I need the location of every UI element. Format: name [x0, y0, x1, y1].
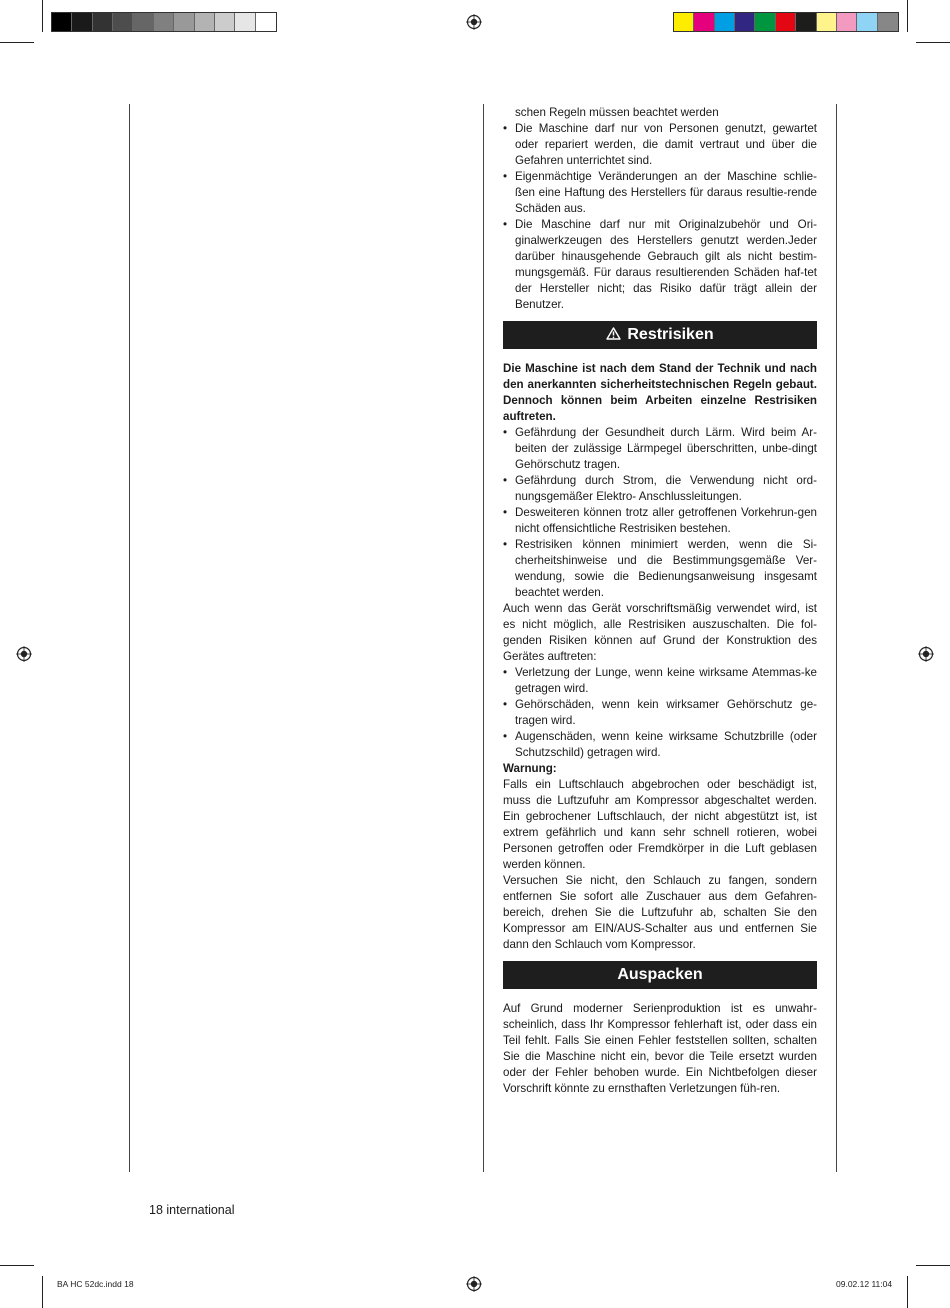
color-swatch [857, 13, 877, 31]
crop-mark [0, 42, 34, 43]
color-swatch [93, 13, 113, 31]
registration-mark-icon [466, 1276, 482, 1292]
warning-triangle-icon [606, 327, 621, 340]
list-item: • Die Maschine darf nur von Personen genutzt, gewartet oder repariert werden, die damit vertraut und über die Gefahren unterrichtet sind. [503, 122, 817, 167]
bullet-list-usage [503, 121, 817, 313]
registration-mark-icon [466, 14, 482, 30]
crop-mark [0, 1265, 34, 1266]
section-heading-auspacken: Auspacken [503, 961, 817, 989]
construction-paragraph: Auch wenn das Gerät vorschriftsmäßig verwendet wird, ist es nicht möglich, alle Restrisiken auszuschalten. Die fol-genden Risiken können auf Grund der Konstruktion des Gerätes auftreten: [503, 602, 817, 663]
section-heading-restrisiken: Restrisiken [503, 321, 817, 349]
gray-scale-bar [51, 12, 277, 32]
registration-mark-icon [16, 646, 32, 662]
slug-filename: BA HC 52dc.indd 18 [57, 1279, 134, 1289]
crop-mark [42, 0, 43, 32]
color-swatch [72, 13, 92, 31]
color-swatch [878, 13, 898, 31]
color-swatch [817, 13, 837, 31]
color-swatch [195, 13, 215, 31]
slug-timestamp: 09.02.12 11:04 [836, 1279, 893, 1289]
crop-mark [42, 1276, 43, 1308]
list-item: • Restrisiken können minimiert werden, wenn die Si-cherheitshinweise und die Bestimmungsgemäße Ver-wendung, sowie die Bedienungsanweisung insgesamt beachtet werden. [503, 538, 817, 599]
text-column [503, 105, 817, 1097]
list-item: • Verletzung der Lunge, wenn keine wirksame Atemmas-ke getragen wird. [503, 666, 817, 695]
warning-label: Warnung: [503, 762, 557, 775]
color-swatch [174, 13, 194, 31]
crop-mark [907, 0, 908, 32]
warning-paragraph: Falls ein Luftschlauch abgebrochen oder beschädigt ist, muss die Luftzufuhr am Kompressor abgeschaltet werden. Ein gebrochener Luftschlauch, der nicht abgestützt ist, ist extrem gefährlich und kann sehr schnell rotieren, wobei Personen getroffen oder Fremdkörper in die Luft geblasen werden können. [503, 778, 817, 871]
color-swatch [796, 13, 816, 31]
page-number: 18 international [149, 1203, 235, 1217]
bullet-list-construction [503, 665, 817, 761]
list-item: • Desweiteren können trotz aller getroffenen Vorkehrun-gen nicht offensichtliche Restrisiken bestehen. [503, 506, 817, 535]
intro-bold-paragraph: Die Maschine ist nach dem Stand der Technik und nach den anerkannten sicherheitstechnischen Regeln gebaut. Dennoch können beim Arbeiten einzelne Restrisiken auftreten. [503, 362, 817, 423]
crop-mark [916, 1265, 950, 1266]
column-rule [129, 104, 130, 1172]
color-swatch [755, 13, 775, 31]
color-swatch [235, 13, 255, 31]
color-swatch [52, 13, 72, 31]
list-item: • Augenschäden, wenn keine wirksame Schutzbrille (oder Schutzschild) getragen wird. [503, 730, 817, 759]
color-swatch [256, 13, 276, 31]
auspacken-paragraph: Auf Grund moderner Serienproduktion ist es unwahr-scheinlich, dass Ihr Kompressor fehlerhaft ist, oder dass ein Teil fehlt. Falls Sie einen Fehler feststellen sollten, schalten Sie die Maschine nicht ein, bevor die Teile ersetzt wurden oder der Fehler behoben wurde. Ein Nichtbefolgen dieser Vorschrift könnte zu ernsthaften Verletzungen füh-ren. [503, 1002, 817, 1095]
color-swatch [154, 13, 174, 31]
list-item: • Gefährdung der Gesundheit durch Lärm. Wird beim Ar-beiten der zulässige Lärmpegel überschritten, unbe-dingt Gehörschutz tragen. [503, 426, 817, 471]
color-swatch [776, 13, 796, 31]
crop-mark [907, 1276, 908, 1308]
color-swatch [113, 13, 133, 31]
color-calibration-bar [673, 12, 899, 32]
color-swatch [694, 13, 714, 31]
color-swatch [674, 13, 694, 31]
color-swatch [735, 13, 755, 31]
bullet-list-risks [503, 425, 817, 601]
color-swatch [715, 13, 735, 31]
list-item: • Gefährdung durch Strom, die Verwendung nicht ord-nungsgemäßer Elektro- Anschlussleitungen. [503, 474, 817, 503]
color-swatch [215, 13, 235, 31]
column-rule [483, 104, 484, 1172]
list-item: • Eigenmächtige Veränderungen an der Maschine schlie-ßen eine Haftung des Herstellers für daraus resultie-rende Schäden aus. [503, 170, 817, 215]
color-swatch [837, 13, 857, 31]
warning-paragraph: Versuchen Sie nicht, den Schlauch zu fangen, sondern entfernen Sie sofort alle Zuschauer aus dem Gefahren-bereich, drehen Sie die Luftzufuhr ab, schalten Sie den Kompressor am EIN/AUS-Schalter aus und entfernen Sie dann den Schlauch vom Kompressor. [503, 874, 817, 951]
continued-text: schen Regeln müssen beachtet werden [515, 106, 719, 119]
crop-mark [916, 42, 950, 43]
list-item: • Die Maschine darf nur mit Originalzubehör und Ori-ginalwerkzeugen des Herstellers genutzt werden.Jeder darüber hinausgehende Gebrauch gilt als nicht bestim-mungsgemäß. Für daraus resultierenden Schäden haf-tet der Hersteller nicht; das Risiko dafür trägt allein der Benutzer. [503, 218, 817, 311]
registration-mark-icon [918, 646, 934, 662]
color-swatch [133, 13, 153, 31]
column-rule [836, 104, 837, 1172]
list-item: • Gehörschäden, wenn kein wirksamer Gehörschutz ge-tragen wird. [503, 698, 817, 727]
